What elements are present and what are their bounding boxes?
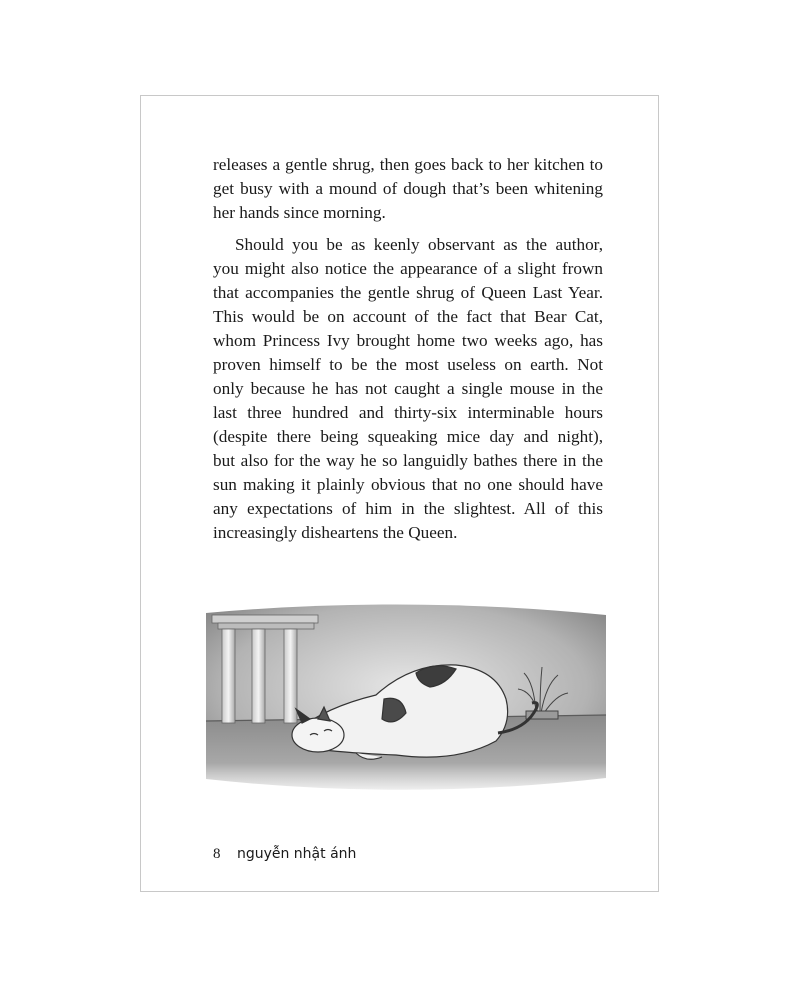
- text-line: you might also notice the appearance of a slight frown: [213, 259, 603, 278]
- page-footer: [213, 846, 356, 863]
- page-number: 8: [213, 846, 221, 862]
- text-line: releases a gentle shrug, then goes back to her kitchen to: [213, 155, 603, 174]
- text-line: her hands since morning.: [213, 203, 386, 222]
- text-line: proven himself to be the most useless on earth. Not: [213, 355, 603, 374]
- text-line: but also for the way he so languidly bathes there in the: [213, 451, 603, 470]
- text-line: Should you be as keenly observant as the author,: [235, 235, 603, 254]
- text-line: sun making it plainly obvious that no one should have: [213, 475, 603, 494]
- cat-illustration: [206, 603, 606, 798]
- text-line: any expectations of him in the slightest. All of this: [213, 499, 603, 518]
- text-line: This would be on account of the fact that Bear Cat,: [213, 307, 603, 326]
- paragraph-2: [213, 233, 603, 545]
- text-line: increasingly disheartens the Queen.: [213, 523, 458, 542]
- text-line: (despite there being squeaking mice day and night),: [213, 427, 603, 446]
- text-line: that accompanies the gentle shrug of Queen Last Year.: [213, 283, 603, 302]
- author-name: nguyễn nhật ánh: [236, 846, 357, 862]
- text-line: only because he has not caught a single mouse in the: [213, 379, 603, 398]
- paragraph-1: [213, 153, 603, 225]
- text-line: last three hundred and thirty-six interminable hours: [213, 403, 603, 422]
- text-line: whom Princess Ivy brought home two weeks ago, has: [213, 331, 603, 350]
- book-page: [140, 95, 659, 892]
- body-text: [213, 153, 603, 545]
- text-line: get busy with a mound of dough that’s been whitening: [213, 179, 603, 198]
